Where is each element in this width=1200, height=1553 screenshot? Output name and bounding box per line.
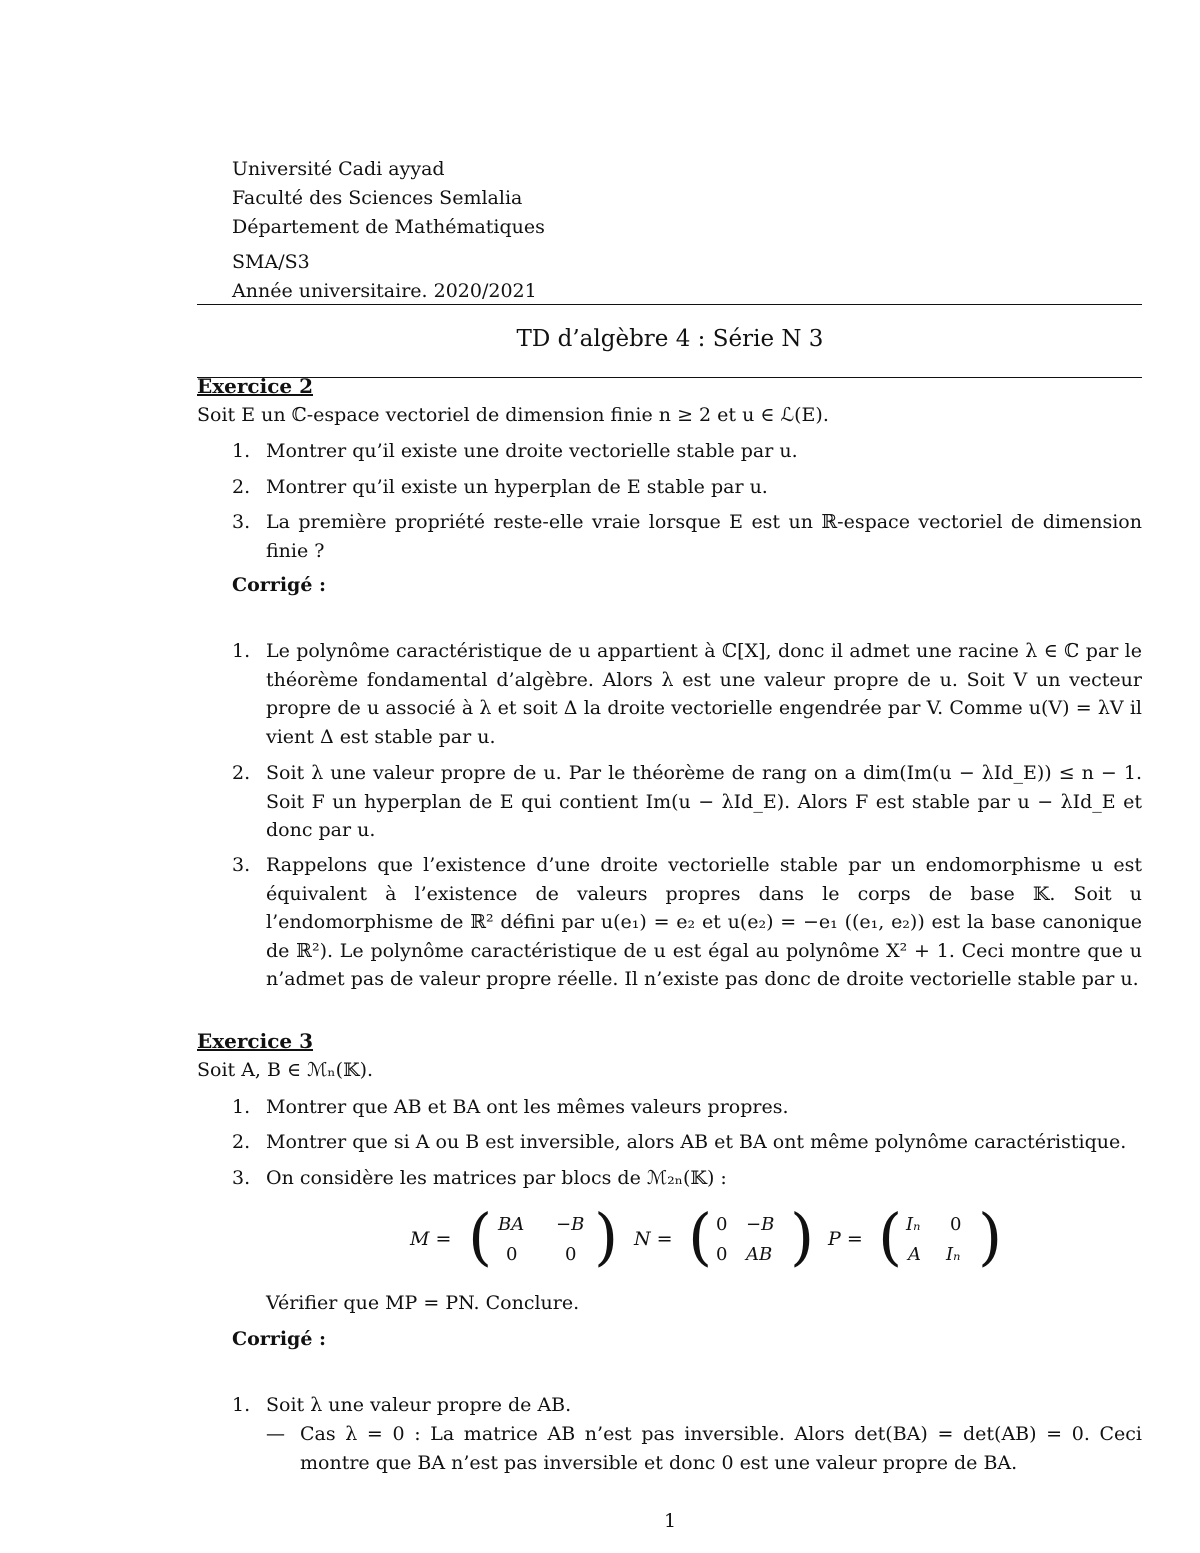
- course-code: SMA/S3: [232, 251, 310, 273]
- left-paren-icon: (: [688, 1200, 713, 1273]
- header-rule: [197, 304, 1142, 305]
- page-title: TD d’algèbre 4 : Série N 3: [516, 326, 824, 352]
- question-text: Montrer qu’il existe un hyperplan de E stable par u.: [266, 476, 768, 498]
- item-number: 3.: [232, 1167, 251, 1189]
- right-paren-icon: ): [978, 1200, 1003, 1273]
- faculty-name: Faculté des Sciences Semlalia: [232, 187, 523, 209]
- exercise-2-statement: Soit E un ℂ-espace vectoriel de dimension finie n ≥ 2 et u ∈ ℒ(E).: [197, 404, 829, 426]
- matrix-cell: 0: [716, 1244, 728, 1265]
- matrix-m: [410, 1200, 619, 1274]
- department-name: Département de Mathématiques: [232, 216, 545, 238]
- matrix-label: N =: [634, 1228, 673, 1250]
- block-matrices: [410, 1200, 1010, 1278]
- exercise-3-verify: Vérifier que MP = PN. Conclure.: [266, 1292, 580, 1314]
- item-number: 2.: [232, 1131, 251, 1153]
- page-number: 1: [663, 1510, 677, 1532]
- title-rule: [197, 377, 1142, 378]
- item-number: 2.: [232, 476, 251, 498]
- exercise-3-corrige-heading: Corrigé :: [232, 1328, 327, 1350]
- matrix-cell: 0: [506, 1244, 518, 1265]
- right-paren-icon: ): [790, 1200, 815, 1273]
- question-text: On considère les matrices par blocs de ℳ₂ₙ(𝕂) :: [266, 1167, 727, 1189]
- dash-bullet: —: [266, 1423, 285, 1445]
- matrix-n: [634, 1200, 815, 1274]
- exercise-2-corrige-heading: Corrigé :: [232, 574, 327, 596]
- answer-text: Cas λ = 0 : La matrice AB n’est pas inversible. Alors det(BA) = det(AB) = 0. Ceci montre que BA n’est pas inversible et donc 0 est une valeur propre de BA.: [300, 1423, 1142, 1474]
- matrix-cell: 0: [950, 1214, 962, 1235]
- matrix-cell: Iₙ: [946, 1244, 961, 1265]
- left-paren-icon: (: [878, 1200, 903, 1273]
- matrix-cell: AB: [746, 1244, 773, 1265]
- item-number: 1.: [232, 1394, 251, 1416]
- question-text: Montrer qu’il existe une droite vectorielle stable par u.: [266, 440, 798, 462]
- item-number: 1.: [232, 1096, 251, 1118]
- matrix-cell: Iₙ: [906, 1214, 921, 1235]
- matrix-cell: 0: [716, 1214, 728, 1235]
- exercise-3-heading: Exercice 3: [197, 1029, 313, 1053]
- item-number: 2.: [232, 762, 251, 784]
- left-paren-icon: (: [468, 1200, 493, 1273]
- question-text: La première propriété reste-elle vraie lorsque E est un ℝ-espace vectoriel de dimension finie ?: [266, 511, 1142, 562]
- item-number: 3.: [232, 511, 251, 533]
- matrix-cell: BA: [498, 1214, 525, 1235]
- answer-text: Soit λ une valeur propre de u. Par le théorème de rang on a dim(Im(u − λId_E)) ≤ n − 1. Soit F un hyperplan de E qui contient Im(u − λId_E). Alors F est stable par u − λId_E et donc par u.: [266, 762, 1142, 841]
- matrix-label: P =: [828, 1228, 863, 1250]
- matrix-cell: 0: [565, 1244, 577, 1265]
- matrix-label: M =: [410, 1228, 452, 1250]
- answer-text: Rappelons que l’existence d’une droite vectorielle stable par un endomorphisme u est équivalent à l’existence de valeurs propres dans le corps de base 𝕂. Soit u l’endomorphisme de ℝ² défini par u(e₁) = e₂ et u(e₂) = −e₁ ((e₁, e₂)) est la base canonique de ℝ²). Le polynôme caractéristique de u est égal au polynôme X² + 1. Ceci montre que u n’admet pas de valeur propre réelle. Il n’existe pas donc de droite vectorielle stable par u.: [266, 854, 1142, 990]
- right-paren-icon: ): [594, 1200, 619, 1273]
- university-name: Université Cadi ayyad: [232, 158, 445, 180]
- item-number: 3.: [232, 854, 251, 876]
- exercise-3-statement: Soit A, B ∈ ℳₙ(𝕂).: [197, 1059, 374, 1081]
- item-number: 1.: [232, 440, 251, 462]
- question-text: Montrer que si A ou B est inversible, alors AB et BA ont même polynôme caractéristique.: [266, 1131, 1127, 1153]
- matrix-cell: −B: [746, 1214, 775, 1235]
- item-number: 1.: [232, 640, 251, 662]
- question-text: Montrer que AB et BA ont les mêmes valeurs propres.: [266, 1096, 789, 1118]
- exercise-2-heading: Exercice 2: [197, 374, 313, 398]
- matrix-p: [828, 1200, 1008, 1274]
- answer-text: Le polynôme caractéristique de u appartient à ℂ[X], donc il admet une racine λ ∈ ℂ par le théorème fondamental d’algèbre. Alors λ est une valeur propre de u. Soit V un vecteur propre de u associé à λ et soit Δ la droite vectorielle engendrée par V. Comme u(V) = λV il vient Δ est stable par u.: [266, 640, 1142, 748]
- matrix-cell: −B: [556, 1214, 585, 1235]
- matrix-cell: A: [908, 1244, 921, 1265]
- academic-year: Année universitaire. 2020/2021: [232, 280, 537, 302]
- answer-text: Soit λ une valeur propre de AB.: [266, 1394, 572, 1416]
